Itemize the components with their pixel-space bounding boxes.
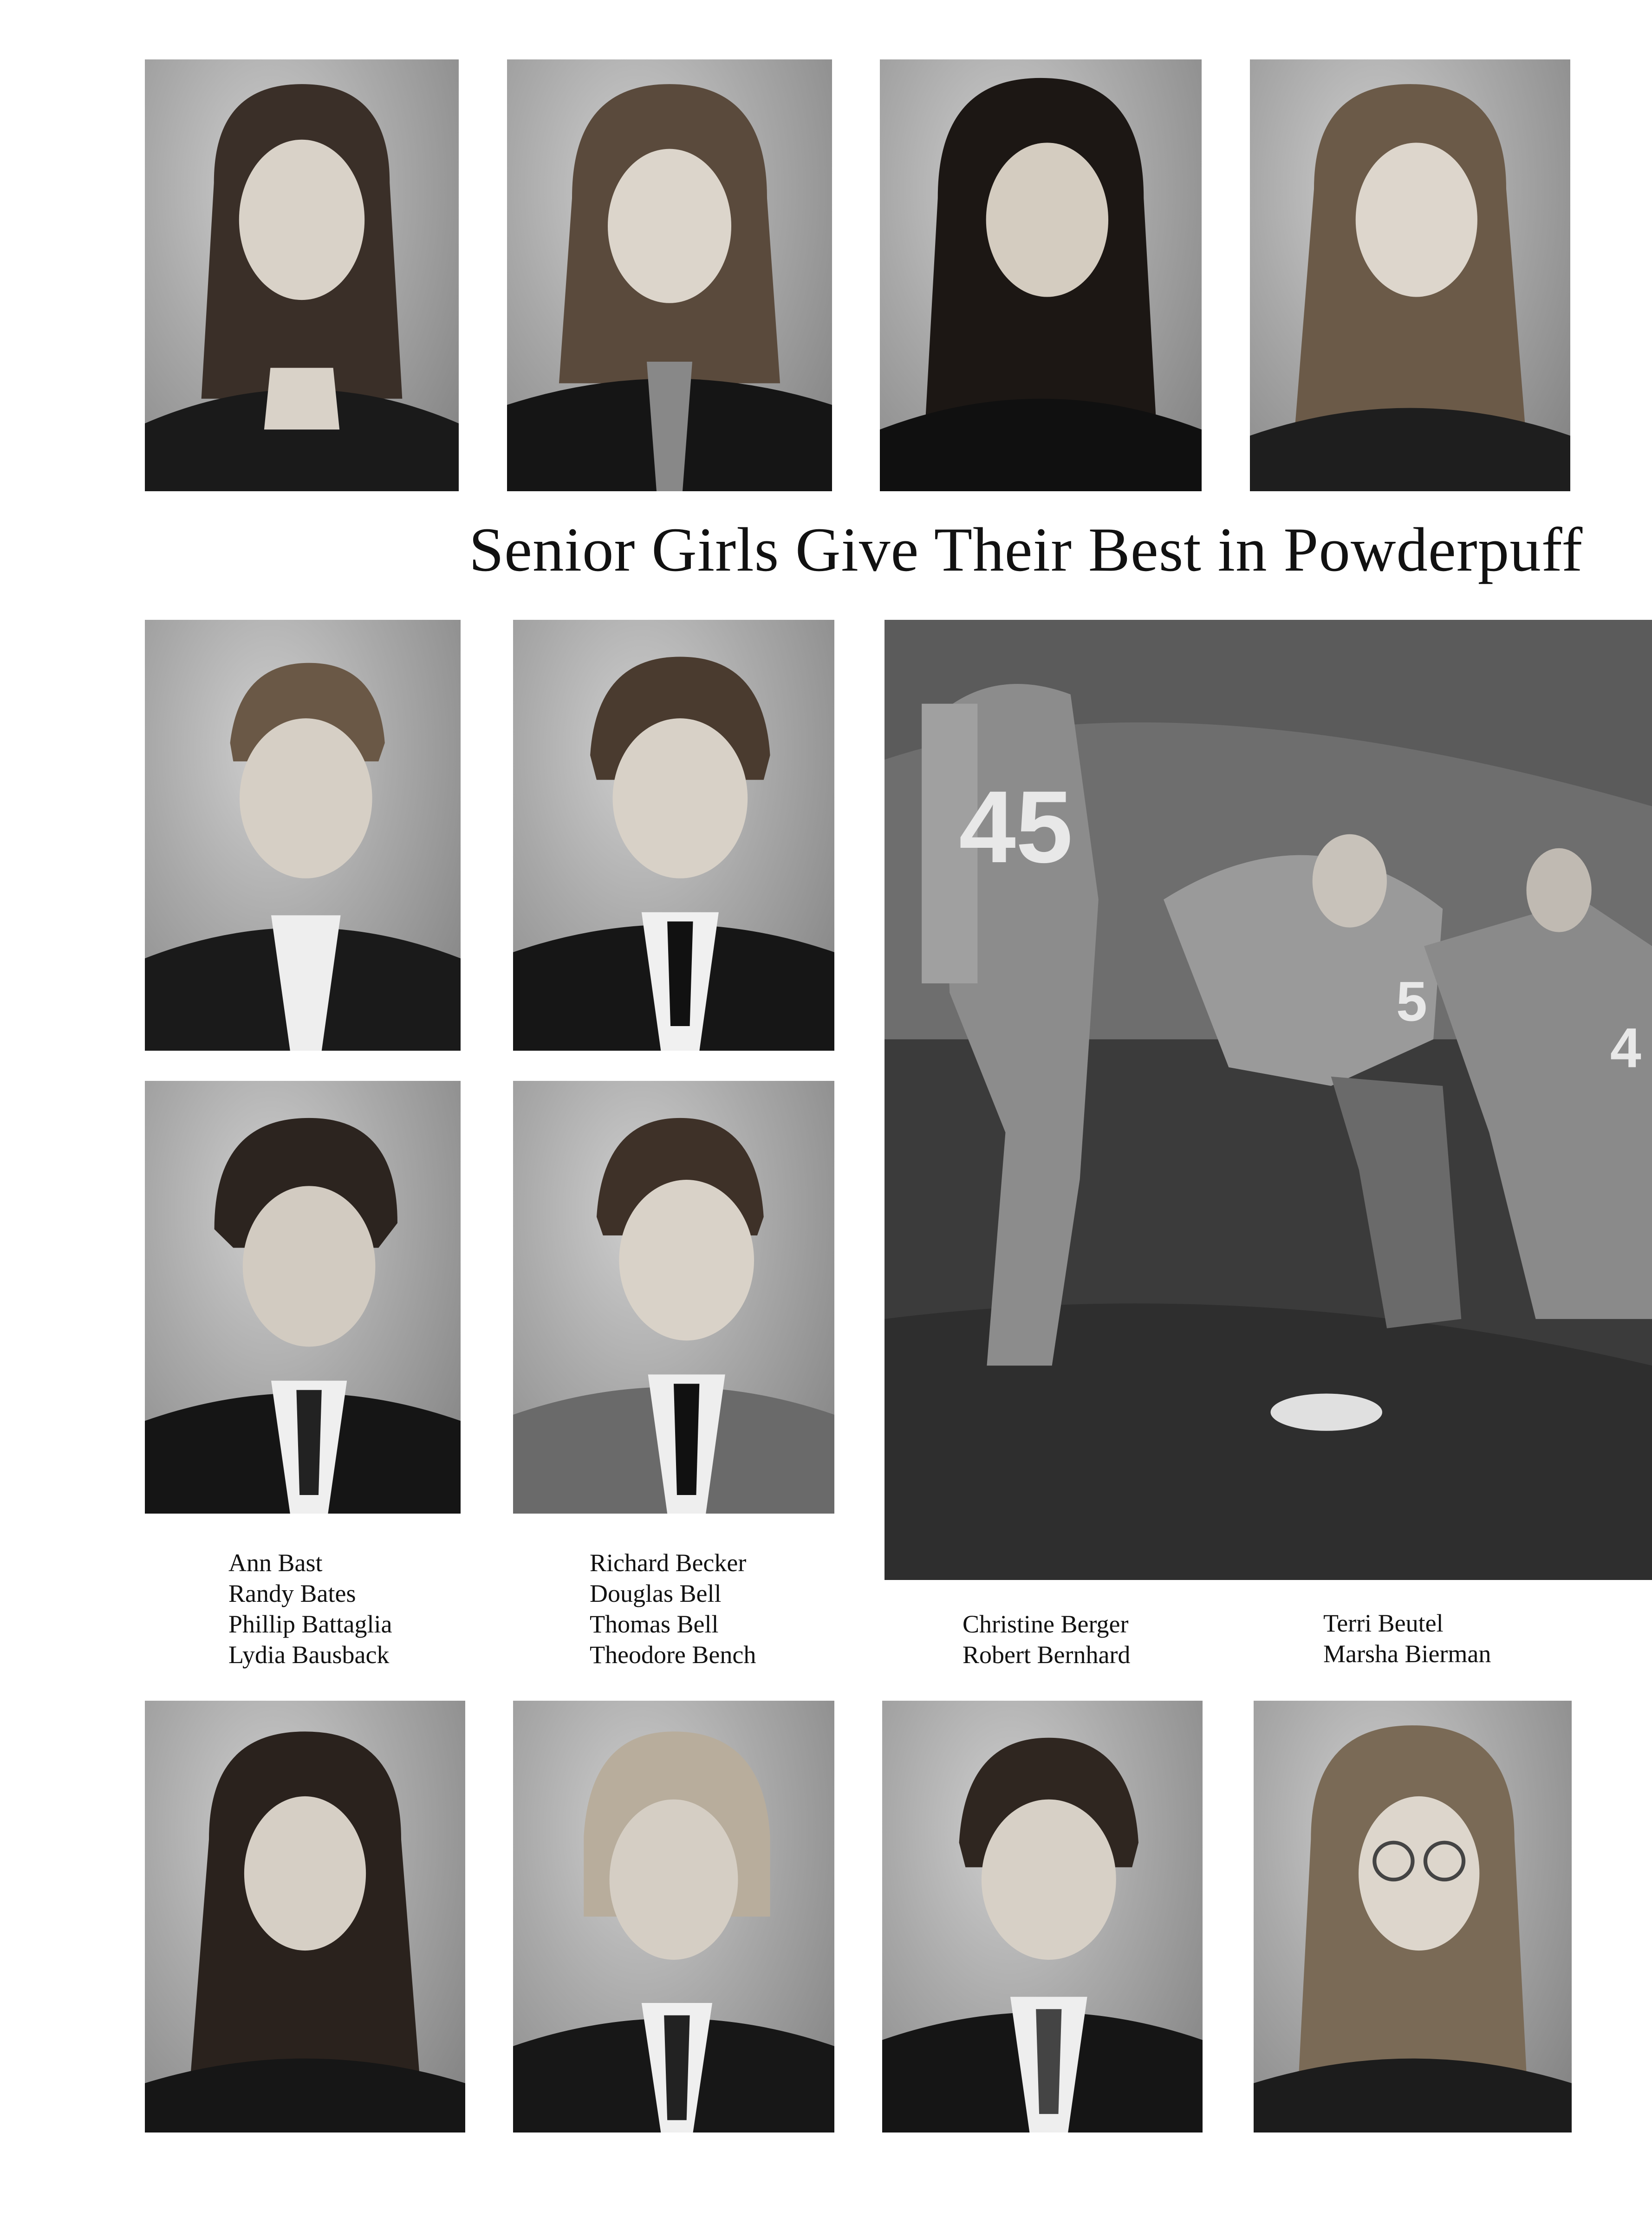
- jersey-number: 45: [959, 769, 1073, 884]
- student-name: Thomas Bell: [590, 1610, 719, 1638]
- portrait-photo: [145, 620, 461, 1051]
- name-caption-column: [1323, 1608, 1491, 1669]
- portrait-photo: [513, 1081, 834, 1514]
- portrait-photo: [880, 59, 1202, 491]
- portrait-photo: [507, 59, 832, 491]
- student-name: Robert Bernhard: [963, 1641, 1131, 1669]
- powderpuff-game-photo: [885, 620, 1652, 1580]
- name-caption-column: [590, 1547, 756, 1670]
- jersey-number: 4: [1610, 1016, 1641, 1079]
- student-name: Ann Bast: [228, 1549, 323, 1577]
- student-name: Randy Bates: [228, 1580, 356, 1607]
- student-name: Lydia Bausback: [228, 1641, 390, 1669]
- portrait-photo: [513, 1701, 834, 2132]
- portrait-photo: [882, 1701, 1203, 2132]
- portrait-photo: [513, 620, 834, 1051]
- student-name: Douglas Bell: [590, 1580, 722, 1607]
- name-caption-column: [963, 1609, 1130, 1670]
- portrait-photo: [1250, 59, 1570, 491]
- student-name: Marsha Bierman: [1323, 1640, 1491, 1668]
- portrait-photo: [1254, 1701, 1572, 2132]
- portrait-photo: [145, 59, 459, 491]
- name-caption-column: [228, 1547, 392, 1670]
- page-headline: Senior Girls Give Their Best in Powderpuff: [469, 515, 1583, 585]
- portrait-photo: [145, 1701, 465, 2132]
- student-name: Richard Becker: [590, 1549, 747, 1577]
- portrait-photo: [145, 1081, 461, 1514]
- student-name: Christine Berger: [963, 1610, 1129, 1638]
- student-name: Theodore Bench: [590, 1641, 756, 1669]
- student-name: Phillip Battaglia: [228, 1610, 392, 1638]
- student-name: Terri Beutel: [1323, 1609, 1444, 1637]
- jersey-number: 5: [1396, 970, 1427, 1033]
